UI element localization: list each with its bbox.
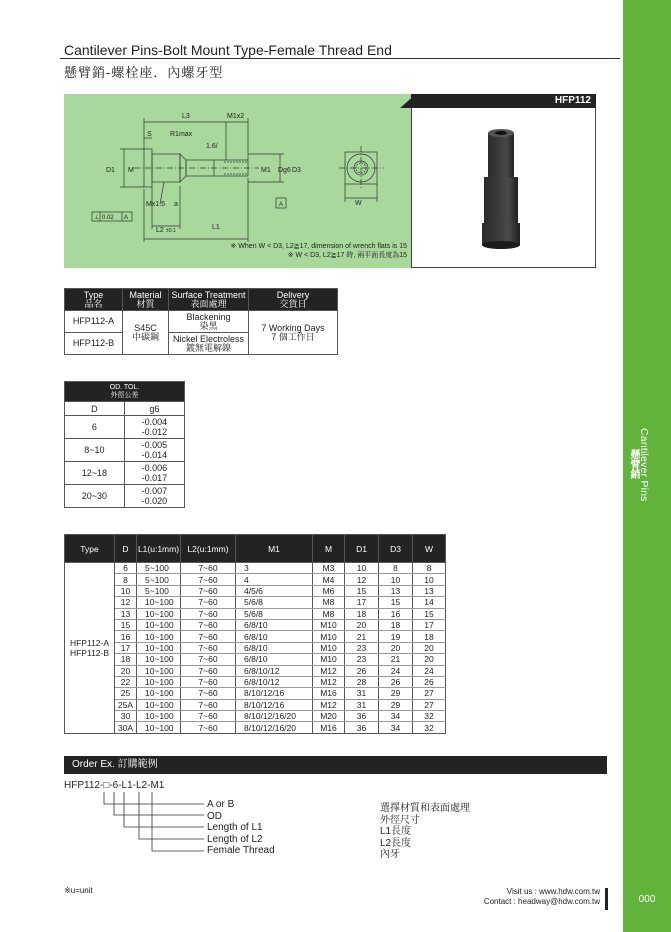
dt-header: D3: [379, 535, 413, 563]
label-l2: L2: [156, 227, 164, 234]
label-w: W: [355, 200, 362, 207]
label-r1max: R1max: [170, 131, 193, 138]
table-cell: 26: [413, 676, 446, 687]
label-a: a: [174, 201, 178, 208]
table-row: [65, 597, 446, 608]
table-cell: 20: [413, 654, 446, 665]
order-option-en: Female Thread: [207, 845, 275, 856]
table-cell: 8: [115, 574, 137, 585]
tolerance-table: [64, 381, 185, 508]
tol-d: 6: [65, 416, 125, 439]
table-cell: 24: [413, 665, 446, 676]
table-cell: 10~100: [137, 597, 181, 608]
table-cell: 36: [345, 711, 379, 722]
mt-delivery: 7 Working Days 7 個工作日: [249, 311, 338, 355]
table-cell: 10: [413, 574, 446, 585]
dt-header: M: [313, 535, 345, 563]
tol-value: -0.005 -0.014: [124, 439, 184, 462]
table-row: [65, 608, 446, 619]
label-m1: M1: [261, 167, 271, 174]
label-l2-tol: ±0.1: [166, 228, 176, 234]
table-cell: 18: [345, 608, 379, 619]
tol-value: -0.006 -0.017: [124, 462, 184, 485]
table-cell: 30: [115, 711, 137, 722]
table-cell: 8/10/12/16: [236, 699, 313, 710]
material-table: [64, 288, 338, 355]
tol-value: -0.004 -0.012: [124, 416, 184, 439]
mt-header-type: Type 品名: [65, 289, 123, 311]
dt-type-cell: [65, 563, 115, 734]
table-cell: 10: [379, 574, 413, 585]
table-cell: 4/5/6: [236, 585, 313, 596]
mt-type-a: HFP112-A: [65, 311, 123, 333]
table-cell: 24: [379, 665, 413, 676]
table-cell: M8: [313, 608, 345, 619]
table-cell: 29: [379, 688, 413, 699]
table-row: [65, 688, 446, 699]
table-cell: 10~100: [137, 722, 181, 733]
table-row: [65, 631, 446, 642]
dt-header: L2(u:1mm): [181, 535, 236, 563]
technical-drawing: [64, 94, 411, 268]
page-title: Cantilever Pins-Bolt Mount Type-Female Thread End: [64, 42, 392, 58]
page-number: 000: [638, 894, 656, 905]
table-cell: M20: [313, 711, 345, 722]
table-cell: 7~60: [181, 563, 236, 574]
table-row: [65, 619, 446, 630]
table-cell: 10~100: [137, 654, 181, 665]
label-s: S: [147, 131, 152, 138]
order-example-code: HFP112-□-6-L1-L2-M1: [64, 780, 165, 791]
table-cell: 36: [345, 722, 379, 733]
table-cell: 7~60: [181, 642, 236, 653]
label-dg6: Dg6: [278, 167, 291, 174]
dt-header: Type: [65, 535, 115, 563]
table-cell: 10~100: [137, 711, 181, 722]
table-cell: 6/8/10: [236, 619, 313, 630]
table-cell: 10: [115, 585, 137, 596]
table-cell: 12: [345, 574, 379, 585]
table-cell: M8: [313, 597, 345, 608]
table-cell: 27: [413, 688, 446, 699]
product-photo: [412, 95, 597, 269]
label-l3: L3: [182, 113, 190, 120]
table-cell: 8/10/12/16/20: [236, 722, 313, 733]
table-cell: 7~60: [181, 631, 236, 642]
order-option-zh: 選擇材質和表面處理: [380, 803, 470, 814]
tol-value: -0.007 -0.020: [124, 485, 184, 508]
table-cell: 8/10/12/16: [236, 688, 313, 699]
table-row: [65, 642, 446, 653]
page-number-divider: [605, 888, 608, 910]
table-cell: 10~100: [137, 619, 181, 630]
order-option-en: A or B: [207, 799, 235, 810]
table-cell: 28: [345, 676, 379, 687]
table-cell: 4: [236, 574, 313, 585]
dt-type-a: HFP112-A: [69, 637, 110, 648]
table-cell: 32: [413, 722, 446, 733]
table-cell: 13: [115, 608, 137, 619]
dt-header: M1: [236, 535, 313, 563]
mt-header-material: Material 材質: [123, 289, 169, 311]
table-cell: 20: [345, 619, 379, 630]
table-cell: 21: [345, 631, 379, 642]
mt-header-surface: Surface Treatment 表面處理: [169, 289, 249, 311]
table-cell: 25A: [115, 699, 137, 710]
label-d3: D3: [292, 167, 301, 174]
tol-d: 20~30: [65, 485, 125, 508]
dt-header: D: [115, 535, 137, 563]
page-subtitle: 懸臂銷-螺栓座．內螺牙型: [64, 65, 224, 80]
table-row: [65, 665, 446, 676]
table-cell: 17: [115, 642, 137, 653]
table-cell: 7~60: [181, 619, 236, 630]
order-option-zh: L2長度: [380, 838, 412, 849]
mt-header-delivery: Delivery 交貨日: [249, 289, 338, 311]
sidebar-title-zh: 懸臂銷: [628, 449, 639, 479]
table-cell: 16: [379, 608, 413, 619]
table-cell: 15: [115, 619, 137, 630]
table-cell: 12: [115, 597, 137, 608]
mt-surface-b: Nickel Electroless 鍍無電解鎳: [169, 333, 249, 355]
table-cell: M10: [313, 631, 345, 642]
label-datum: A: [279, 202, 284, 208]
title-divider: [60, 58, 620, 59]
table-cell: 15: [379, 597, 413, 608]
table-cell: 31: [345, 699, 379, 710]
table-cell: 20: [379, 642, 413, 653]
table-cell: 6: [115, 563, 137, 574]
table-cell: 5~100: [137, 574, 181, 585]
drawing-notes: [64, 242, 407, 260]
drawing-note-en: ※ When W < D3, L2≧17, dimension of wrench flats is 15: [230, 243, 407, 250]
order-option-en: Length of L2: [207, 834, 263, 845]
table-cell: M12: [313, 699, 345, 710]
table-cell: 34: [379, 711, 413, 722]
table-cell: 7~60: [181, 711, 236, 722]
table-cell: 20: [115, 665, 137, 676]
label-d1: D1: [106, 167, 115, 174]
table-cell: M10: [313, 654, 345, 665]
drawing-note-zh: ※ W < D3, L2≧17 時, 兩平面長度為15: [287, 252, 407, 259]
mt-type-b: HFP112-B: [65, 333, 123, 355]
table-cell: M16: [313, 688, 345, 699]
order-example-heading: Order Ex. 訂購範例: [64, 756, 607, 774]
table-cell: M10: [313, 619, 345, 630]
order-option-zh: L1長度: [380, 826, 412, 837]
table-cell: 17: [345, 597, 379, 608]
table-cell: 27: [413, 699, 446, 710]
dt-header: L1(u:1mm): [137, 535, 181, 563]
label-roughness: 1.6/: [206, 143, 218, 150]
table-cell: M4: [313, 574, 345, 585]
table-cell: 13: [379, 585, 413, 596]
table-cell: 15: [413, 608, 446, 619]
email-link[interactable]: Contact : headway@hdw.com.tw: [483, 897, 600, 906]
table-cell: 10~100: [137, 608, 181, 619]
table-cell: 14: [413, 597, 446, 608]
table-cell: 7~60: [181, 574, 236, 585]
tol-d: 8~10: [65, 439, 125, 462]
order-option-en: Length of L1: [207, 822, 263, 833]
table-row: [65, 574, 446, 585]
label-m: M: [128, 167, 134, 174]
table-cell: 17: [413, 619, 446, 630]
table-cell: 31: [345, 688, 379, 699]
table-cell: 7~60: [181, 608, 236, 619]
table-cell: 5/6/8: [236, 608, 313, 619]
tol-col-g6: g6: [124, 402, 184, 416]
table-cell: 7~60: [181, 665, 236, 676]
order-option-zh: 內牙: [380, 849, 400, 860]
table-cell: 6/8/10: [236, 642, 313, 653]
table-cell: M6: [313, 585, 345, 596]
table-cell: 18: [379, 619, 413, 630]
table-cell: 20: [413, 642, 446, 653]
table-row: [65, 563, 446, 574]
table-cell: 7~60: [181, 585, 236, 596]
table-cell: 10~100: [137, 688, 181, 699]
table-cell: 23: [345, 654, 379, 665]
table-cell: 32: [413, 711, 446, 722]
table-cell: 10~100: [137, 699, 181, 710]
tol-col-d: D: [65, 402, 125, 416]
table-cell: 30A: [115, 722, 137, 733]
website-link[interactable]: Visit us : www.hdw.com.tw: [506, 887, 600, 896]
table-cell: 7~60: [181, 699, 236, 710]
table-cell: M12: [313, 665, 345, 676]
table-cell: 22: [115, 676, 137, 687]
table-cell: M12: [313, 676, 345, 687]
table-cell: 6/8/10/12: [236, 676, 313, 687]
table-cell: 13: [413, 585, 446, 596]
table-cell: 8: [379, 563, 413, 574]
order-option-zh: 外徑尺寸: [380, 815, 420, 826]
order-option-en: OD: [207, 811, 222, 822]
table-cell: 7~60: [181, 722, 236, 733]
table-cell: M16: [313, 722, 345, 733]
tol-d: 12~18: [65, 462, 125, 485]
mt-surface-a: Blackening 染黑: [169, 311, 249, 333]
table-cell: 6/8/10: [236, 631, 313, 642]
table-cell: 5~100: [137, 563, 181, 574]
table-cell: 10~100: [137, 676, 181, 687]
table-cell: 3: [236, 563, 313, 574]
table-cell: 7~60: [181, 597, 236, 608]
label-l1: L1: [212, 224, 220, 231]
table-cell: 5~100: [137, 585, 181, 596]
table-cell: 19: [379, 631, 413, 642]
unit-note: ※u=unit: [64, 886, 93, 895]
table-cell: 29: [379, 699, 413, 710]
table-cell: 6/8/10/12: [236, 665, 313, 676]
table-cell: 26: [345, 665, 379, 676]
table-row: [65, 699, 446, 710]
table-cell: 6/8/10: [236, 654, 313, 665]
table-cell: 16: [115, 631, 137, 642]
table-cell: M3: [313, 563, 345, 574]
table-row: [65, 722, 446, 733]
table-row: [65, 585, 446, 596]
label-mx15: Mx1.5: [146, 201, 166, 208]
table-cell: 7~60: [181, 688, 236, 699]
label-flatness-ref: A: [124, 215, 129, 221]
table-cell: 8: [413, 563, 446, 574]
label-flatness-symbol: ⊥: [94, 215, 100, 221]
table-cell: 23: [345, 642, 379, 653]
dt-header: W: [413, 535, 446, 563]
table-row: [65, 676, 446, 687]
tol-header: OD. TOL. 外徑公差: [65, 382, 185, 402]
footer-contact: [470, 887, 600, 907]
product-code: HFP112: [554, 95, 591, 106]
table-row: [65, 711, 446, 722]
table-cell: 10~100: [137, 642, 181, 653]
mt-material: S45C 中碳鋼: [123, 311, 169, 355]
table-cell: 25: [115, 688, 137, 699]
table-cell: 18: [115, 654, 137, 665]
table-cell: 7~60: [181, 676, 236, 687]
table-cell: 34: [379, 722, 413, 733]
table-cell: 10~100: [137, 665, 181, 676]
dimension-table: [64, 534, 446, 734]
table-cell: 21: [379, 654, 413, 665]
table-cell: 5/6/8: [236, 597, 313, 608]
table-cell: 8/10/12/16/20: [236, 711, 313, 722]
table-cell: 10~100: [137, 631, 181, 642]
sidebar-title-en: Cantilever Pins: [638, 428, 650, 502]
table-cell: 26: [379, 676, 413, 687]
order-leader-lines: [64, 790, 214, 860]
dt-header: D1: [345, 535, 379, 563]
product-photo-frame: [411, 94, 596, 268]
dt-type-b: HFP112-B: [69, 647, 110, 658]
label-m1x2: M1x2: [227, 113, 245, 120]
table-cell: M10: [313, 642, 345, 653]
label-flatness-value: 0.02: [102, 215, 114, 221]
table-row: [65, 654, 446, 665]
table-cell: 7~60: [181, 654, 236, 665]
table-cell: 15: [345, 585, 379, 596]
table-cell: 18: [413, 631, 446, 642]
table-cell: 10: [345, 563, 379, 574]
